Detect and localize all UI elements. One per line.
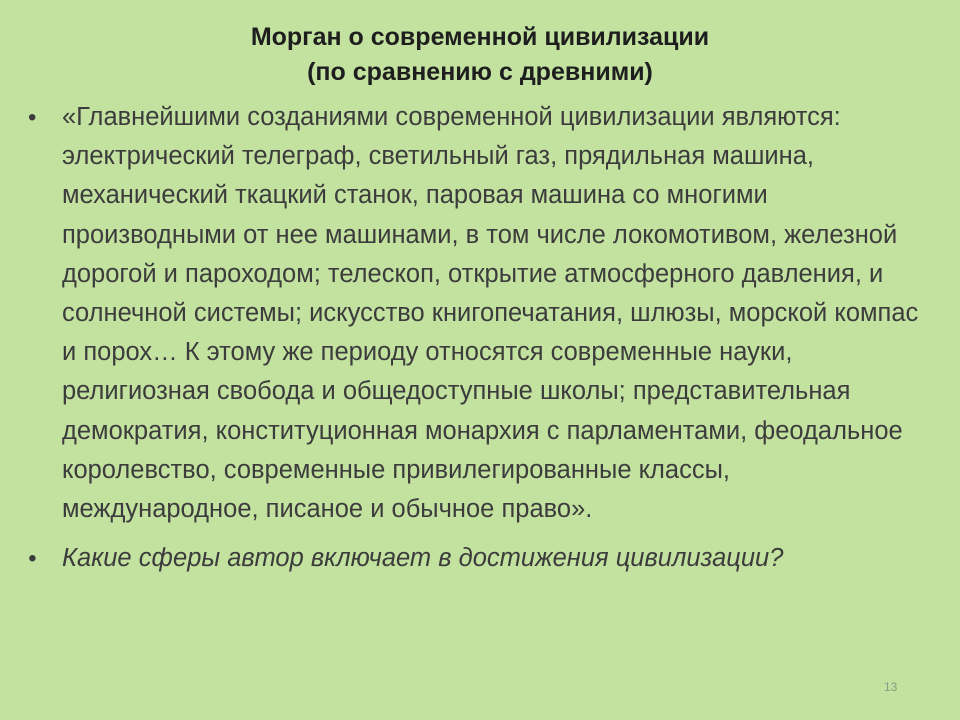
bullet-list [28,98,933,578]
bullet-quote: • «Главнейшими созданиями современной цивилизации являются: электрический телеграф, светильный газ, прядильная машина, механический ткацкий станок, паровая машина со многими производными от нее машинами, в том числе локомотивом, железной дорогой и пароходом; телескоп, открытие атмосферного давления, и солнечной системы; искусство книгопечатания, шлюзы, морской компас и порох… К этому же периоду относятся современные науки, религиозная свобода и общедоступные школы; представительная демократия, конституционная монархия с парламентами, феодальное королевство, современные привилегированные классы, международное, писаное и обычное право». [28,98,933,529]
bullet-question: • Какие сферы автор включает в достижения цивилизации? [28,539,933,578]
slide-title [0,20,960,90]
slide-title-line-1: Морган о современной цивилизации [250,23,710,51]
page-number: 13 [884,680,898,694]
slide-title-line-2: (по сравнению с древними) [307,58,653,86]
